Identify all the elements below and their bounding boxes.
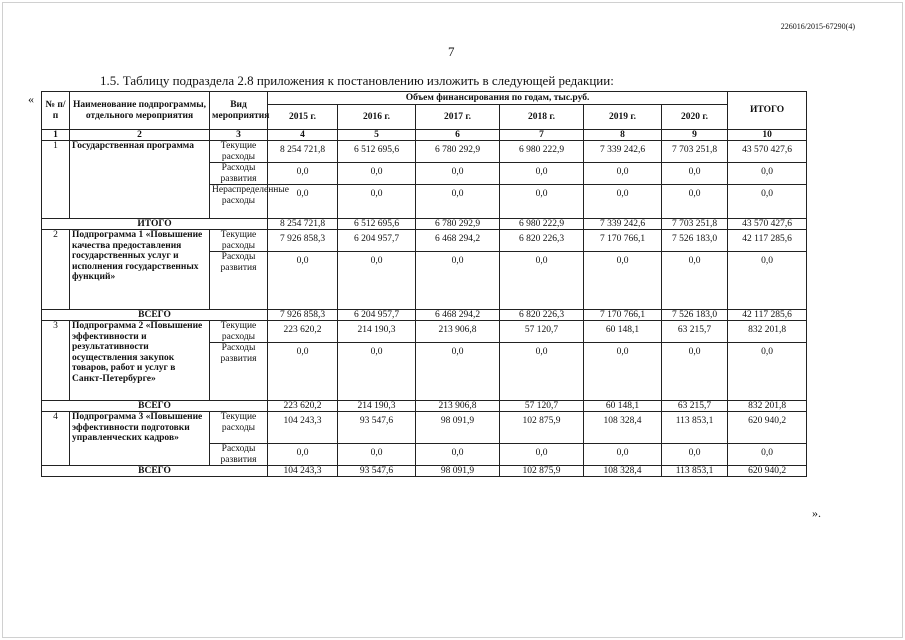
data-row: [42, 321, 807, 343]
year-value: 0,0: [500, 163, 584, 185]
total-value: 832 201,8: [728, 401, 807, 412]
year-value: 102 875,9: [500, 412, 584, 444]
row-total-value: 832 201,8: [728, 321, 807, 343]
total-value: 102 875,9: [500, 466, 584, 477]
total-value: 6 780 292,9: [416, 219, 500, 230]
year-value: 0,0: [268, 185, 338, 219]
total-value: 6 204 957,7: [338, 310, 416, 321]
program-name: Подпрограмма 2 «Повышение эффективности и результативности осуществления закупок товаров, работ и услуг в Санкт-Петербурге»: [70, 321, 210, 401]
column-number: 10: [728, 130, 807, 141]
total-value: 7 339 242,6: [584, 219, 662, 230]
year-value: 0,0: [416, 252, 500, 310]
year-value: 6 204 957,7: [338, 230, 416, 252]
total-value: 6 980 222,9: [500, 219, 584, 230]
intro-paragraph: 1.5. Таблицу подраздела 2.8 приложения к постановлению изложить в следующей редакции:: [100, 73, 614, 88]
row-number: 2: [42, 230, 70, 310]
header-year: 2018 г.: [500, 105, 584, 130]
year-value: 7 339 242,6: [584, 141, 662, 163]
section-total-row: [42, 466, 807, 477]
column-number: 2: [70, 130, 210, 141]
program-name: Государственная программа: [70, 141, 210, 219]
total-value: 214 190,3: [338, 401, 416, 412]
data-row: [42, 412, 807, 444]
year-value: 7 170 766,1: [584, 230, 662, 252]
total-value: 42 117 285,6: [728, 310, 807, 321]
year-value: 0,0: [268, 252, 338, 310]
total-value: 104 243,3: [268, 466, 338, 477]
header-year: 2019 г.: [584, 105, 662, 130]
year-value: 213 906,8: [416, 321, 500, 343]
year-value: 0,0: [500, 343, 584, 401]
year-value: 0,0: [500, 185, 584, 219]
header-kind: Вид мероприятия: [210, 92, 268, 130]
year-value: 0,0: [500, 252, 584, 310]
total-value: 8 254 721,8: [268, 219, 338, 230]
header-name: Наименование подпрограммы, отдельного мероприятия: [70, 92, 210, 130]
year-value: 0,0: [662, 252, 728, 310]
program-name: Подпрограмма 3 «Повышение эффективности подготовки управленческих кадров»: [70, 412, 210, 466]
row-total-value: 0,0: [728, 252, 807, 310]
year-value: 0,0: [662, 163, 728, 185]
total-value: 108 328,4: [584, 466, 662, 477]
row-total-value: 620 940,2: [728, 412, 807, 444]
section-total-row: [42, 401, 807, 412]
year-value: 0,0: [268, 444, 338, 466]
total-value: 7 526 183,0: [662, 310, 728, 321]
year-value: 0,0: [416, 163, 500, 185]
total-value: 620 940,2: [728, 466, 807, 477]
year-value: 0,0: [338, 444, 416, 466]
column-number: 5: [338, 130, 416, 141]
total-value: 7 926 858,3: [268, 310, 338, 321]
header-year: 2020 г.: [662, 105, 728, 130]
year-value: 0,0: [338, 343, 416, 401]
year-value: 7 526 183,0: [662, 230, 728, 252]
expense-type: Расходы развития: [210, 163, 268, 185]
section-total-row: [42, 310, 807, 321]
year-value: 0,0: [338, 252, 416, 310]
expense-type: Расходы развития: [210, 252, 268, 310]
year-value: 6 820 226,3: [500, 230, 584, 252]
header-year: 2016 г.: [338, 105, 416, 130]
total-value: 113 853,1: [662, 466, 728, 477]
year-value: 0,0: [662, 185, 728, 219]
row-number: 3: [42, 321, 70, 401]
total-value: 57 120,7: [500, 401, 584, 412]
total-value: 7 170 766,1: [584, 310, 662, 321]
year-value: 60 148,1: [584, 321, 662, 343]
header-funding: Объем финансирования по годам, тыс.руб.: [268, 92, 728, 105]
total-label: ИТОГО: [42, 219, 268, 230]
year-value: 6 512 695,6: [338, 141, 416, 163]
total-value: 43 570 427,6: [728, 219, 807, 230]
total-value: 63 215,7: [662, 401, 728, 412]
opening-quote: «: [28, 92, 34, 106]
row-number: 4: [42, 412, 70, 466]
row-total-value: 0,0: [728, 343, 807, 401]
expense-type: Расходы развития: [210, 444, 268, 466]
year-value: 108 328,4: [584, 412, 662, 444]
year-value: 223 620,2: [268, 321, 338, 343]
year-value: 0,0: [268, 163, 338, 185]
column-number: 6: [416, 130, 500, 141]
total-value: 60 148,1: [584, 401, 662, 412]
closing-quote: ».: [812, 506, 821, 520]
year-value: 6 980 222,9: [500, 141, 584, 163]
year-value: 0,0: [662, 444, 728, 466]
header-year: 2017 г.: [416, 105, 500, 130]
year-value: 0,0: [416, 185, 500, 219]
total-value: 98 091,9: [416, 466, 500, 477]
total-value: 6 468 294,2: [416, 310, 500, 321]
year-value: 0,0: [584, 444, 662, 466]
year-value: 63 215,7: [662, 321, 728, 343]
year-value: 0,0: [584, 163, 662, 185]
header-total: ИТОГО: [728, 92, 807, 130]
header-num: № п/п: [42, 92, 70, 130]
expense-type: Текущие расходы: [210, 321, 268, 343]
row-total-value: 0,0: [728, 185, 807, 219]
total-label: ВСЕГО: [42, 310, 268, 321]
year-value: 8 254 721,8: [268, 141, 338, 163]
expense-type: Текущие расходы: [210, 141, 268, 163]
year-value: 0,0: [338, 163, 416, 185]
year-value: 57 120,7: [500, 321, 584, 343]
total-value: 93 547,6: [338, 466, 416, 477]
total-value: 6 820 226,3: [500, 310, 584, 321]
year-value: 6 780 292,9: [416, 141, 500, 163]
row-total-value: 0,0: [728, 444, 807, 466]
expense-type: Текущие расходы: [210, 412, 268, 444]
row-number: 1: [42, 141, 70, 219]
year-value: 104 243,3: [268, 412, 338, 444]
year-value: 0,0: [584, 343, 662, 401]
column-number: 4: [268, 130, 338, 141]
year-value: 214 190,3: [338, 321, 416, 343]
year-value: 93 547,6: [338, 412, 416, 444]
column-number: 1: [42, 130, 70, 141]
header-year: 2015 г.: [268, 105, 338, 130]
page-number: 7: [448, 44, 455, 59]
row-total-value: 0,0: [728, 163, 807, 185]
funding-table: [41, 91, 807, 477]
total-label: ВСЕГО: [42, 466, 268, 477]
section-total-row: [42, 219, 807, 230]
column-number: 8: [584, 130, 662, 141]
column-number: 3: [210, 130, 268, 141]
year-value: 0,0: [500, 444, 584, 466]
data-row: [42, 230, 807, 252]
year-value: 0,0: [416, 444, 500, 466]
year-value: 7 703 251,8: [662, 141, 728, 163]
year-value: 0,0: [584, 185, 662, 219]
year-value: 6 468 294,2: [416, 230, 500, 252]
total-value: 7 703 251,8: [662, 219, 728, 230]
total-label: ВСЕГО: [42, 401, 268, 412]
data-row: [42, 141, 807, 163]
column-number: 9: [662, 130, 728, 141]
year-value: 0,0: [338, 185, 416, 219]
expense-type: Расходы развития: [210, 343, 268, 401]
row-total-value: 43 570 427,6: [728, 141, 807, 163]
total-value: 213 906,8: [416, 401, 500, 412]
year-value: 0,0: [416, 343, 500, 401]
row-total-value: 42 117 285,6: [728, 230, 807, 252]
year-value: 0,0: [584, 252, 662, 310]
year-value: 98 091,9: [416, 412, 500, 444]
column-number: 7: [500, 130, 584, 141]
total-value: 6 512 695,6: [338, 219, 416, 230]
year-value: 0,0: [662, 343, 728, 401]
document-id: 226016/2015-67290(4): [780, 22, 855, 31]
expense-type: Текущие расходы: [210, 230, 268, 252]
program-name: Подпрограмма 1 «Повышение качества предоставления государственных услуг и исполнения государственных функций»: [70, 230, 210, 310]
year-value: 7 926 858,3: [268, 230, 338, 252]
expense-type: Нераспределенные расходы: [210, 185, 268, 219]
total-value: 223 620,2: [268, 401, 338, 412]
year-value: 0,0: [268, 343, 338, 401]
column-number-row: [42, 130, 807, 141]
year-value: 113 853,1: [662, 412, 728, 444]
